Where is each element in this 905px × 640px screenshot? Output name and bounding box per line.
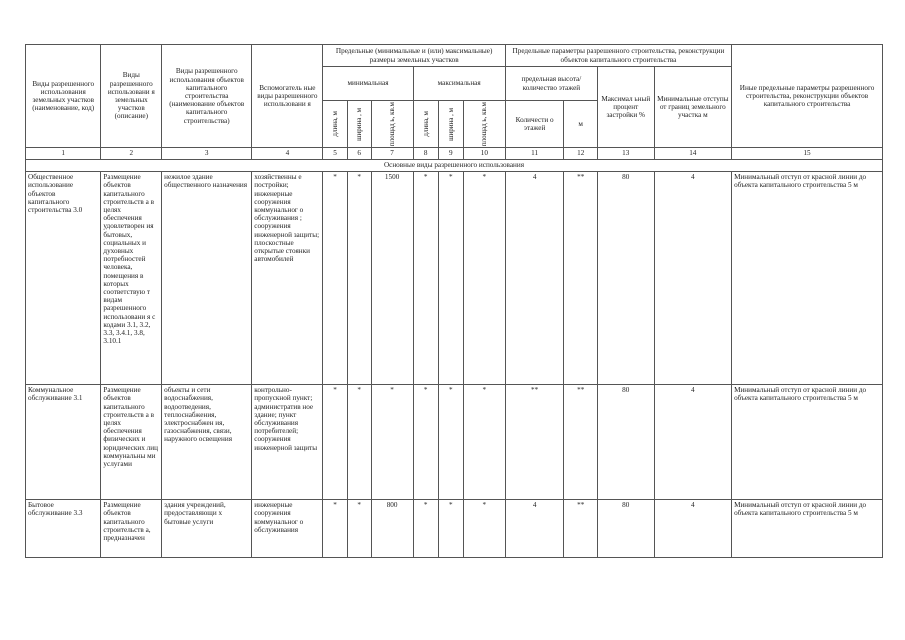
other-parameters-cell: Минимальный отступ от красной линии до объекта капитального строительства 5 м (732, 385, 883, 500)
use-description-cell: Размещение объектов капитального строительств а в целях обеспечения удовлетворен ия бытовых, социальных и духовных потребностей человека, помещения в которых соответствую т видам разрешенного использовани я с кодами 3.1, 3.2, 3.3, 3.4.1, 3.8, 3.10.1 (101, 172, 162, 385)
column-number-row (26, 148, 883, 160)
use-description-cell: Размещение объектов капитального строительств а в целях обеспечения физических и юридических лиц коммунальны ми услугами (101, 385, 162, 500)
max-length-cell: * (413, 500, 438, 558)
capital-objects-cell: объекты и сети водоснабжения, водоотведения, теплоснабжения, электроснабжен ия, газоснабжения, связи, наружного освещения (162, 385, 252, 500)
auxiliary-uses-cell: контрольно- пропускной пункт; административ ное здание; пункт обслуживания потребителей; сооружения инженерной защиты (252, 385, 323, 500)
use-description-cell: Размещение объектов капитального строительств а, предназначен (101, 500, 162, 558)
header-min-setback: Минимальные отступы от границ земельного участка м (654, 67, 732, 148)
column-number: 14 (654, 148, 732, 160)
column-number: 10 (463, 148, 505, 160)
max-width-cell: * (438, 172, 463, 385)
floors-cell: ** (505, 385, 564, 500)
min-length-cell: * (323, 500, 347, 558)
section-title: Основные виды разрешенного использования (26, 160, 883, 172)
column-number: 2 (101, 148, 162, 160)
header-land-plot-sizes: Предельные (минимальные и (или) максимальные) размеры земельных участков (323, 45, 505, 67)
header-building-parameters: Предельные параметры разрешенного строительства, реконструкции объектов капитального строительства (505, 45, 731, 67)
max-length-cell: * (413, 172, 438, 385)
column-number: 1 (26, 148, 101, 160)
max-area-cell: * (463, 500, 505, 558)
header-max-width: ширина , м (446, 107, 455, 141)
header-floors: Количести о этажей (505, 101, 564, 148)
min-area-cell: 800 (371, 500, 413, 558)
column-number: 8 (413, 148, 438, 160)
min-setback-cell: 4 (654, 385, 732, 500)
other-parameters-cell: Минимальный отступ от красной линии до объекта капитального строительства 5 м (732, 500, 883, 558)
column-number: 9 (438, 148, 463, 160)
min-width-cell: * (347, 500, 371, 558)
table-row (26, 385, 883, 500)
auxiliary-uses-cell: инженерные сооружения коммунальног о обслуживания (252, 500, 323, 558)
table-row (26, 500, 883, 558)
min-area-cell: 1500 (371, 172, 413, 385)
capital-objects-cell: здания учреждений, предоставляющи х бытовые услуги (162, 500, 252, 558)
header-land-use-types: Виды разрешенного использования земельных участков (наименование, код) (26, 45, 101, 148)
auxiliary-uses-cell: хозяйственны е постройки; инженерные сооружения коммунальног о обслуживания ; сооружения инженерной защиты; плоскостные открытые стоянки автомобилей (252, 172, 323, 385)
header-max-area: площад ь, кв.м (480, 102, 489, 147)
header-height-limit: предельная высота/количество этажей (505, 67, 597, 101)
floors-cell: 4 (505, 500, 564, 558)
column-number: 13 (597, 148, 654, 160)
use-name-cell: Общественное использование объектов капитального строительства 3.0 (26, 172, 101, 385)
min-area-cell: * (371, 385, 413, 500)
max-area-cell: * (463, 172, 505, 385)
floors-cell: 4 (505, 172, 564, 385)
header-min-length: длина, м (330, 111, 339, 137)
height-meters-cell: ** (564, 172, 598, 385)
header-meters: м (564, 101, 598, 148)
header-min-width: ширина , м (355, 107, 363, 141)
table-row (26, 172, 883, 385)
min-width-cell: * (347, 385, 371, 500)
header-max-length: длина, м (421, 111, 430, 137)
header-min-area: площад ь, кв.м (388, 102, 396, 147)
header-other-parameters: Иные предельные параметры разрешенного строительства, реконструкции объектов капитального строительства (732, 45, 883, 148)
zoning-regulations-table (25, 44, 883, 558)
min-width-cell: * (347, 172, 371, 385)
column-number: 6 (347, 148, 371, 160)
header-capital-objects: Виды разрешенного использования объектов капитального строительства (наименование объектов капитального строительства) (162, 45, 252, 148)
max-build-percent-cell: 80 (597, 385, 654, 500)
min-length-cell: * (323, 172, 347, 385)
header-description: Виды разрешенного использовани я земельных участков (описание) (101, 45, 162, 148)
min-setback-cell: 4 (654, 172, 732, 385)
capital-objects-cell: нежилое здание общественного назначения (162, 172, 252, 385)
header-auxiliary-uses: Вспомогатель ные виды разрешенного использовани я (252, 45, 323, 148)
column-number: 15 (732, 148, 883, 160)
other-parameters-cell: Минимальный отступ от красной линии до объекта капитального строительства 5 м (732, 172, 883, 385)
max-area-cell: * (463, 385, 505, 500)
min-setback-cell: 4 (654, 500, 732, 558)
column-number: 3 (162, 148, 252, 160)
column-number: 4 (252, 148, 323, 160)
column-number: 7 (371, 148, 413, 160)
use-name-cell: Коммунальное обслуживание 3.1 (26, 385, 101, 500)
column-number: 12 (564, 148, 598, 160)
header-minimum: минимальная (323, 67, 413, 101)
column-number: 11 (505, 148, 564, 160)
max-build-percent-cell: 80 (597, 172, 654, 385)
height-meters-cell: ** (564, 500, 598, 558)
header-maximum: максимальная (413, 67, 505, 101)
max-width-cell: * (438, 385, 463, 500)
max-build-percent-cell: 80 (597, 500, 654, 558)
header-max-build-percent: Максимал ьный процент застройки % (597, 67, 654, 148)
min-length-cell: * (323, 385, 347, 500)
column-number: 5 (323, 148, 347, 160)
use-name-cell: Бытовое обслуживание 3.3 (26, 500, 101, 558)
height-meters-cell: ** (564, 385, 598, 500)
max-width-cell: * (438, 500, 463, 558)
max-length-cell: * (413, 385, 438, 500)
